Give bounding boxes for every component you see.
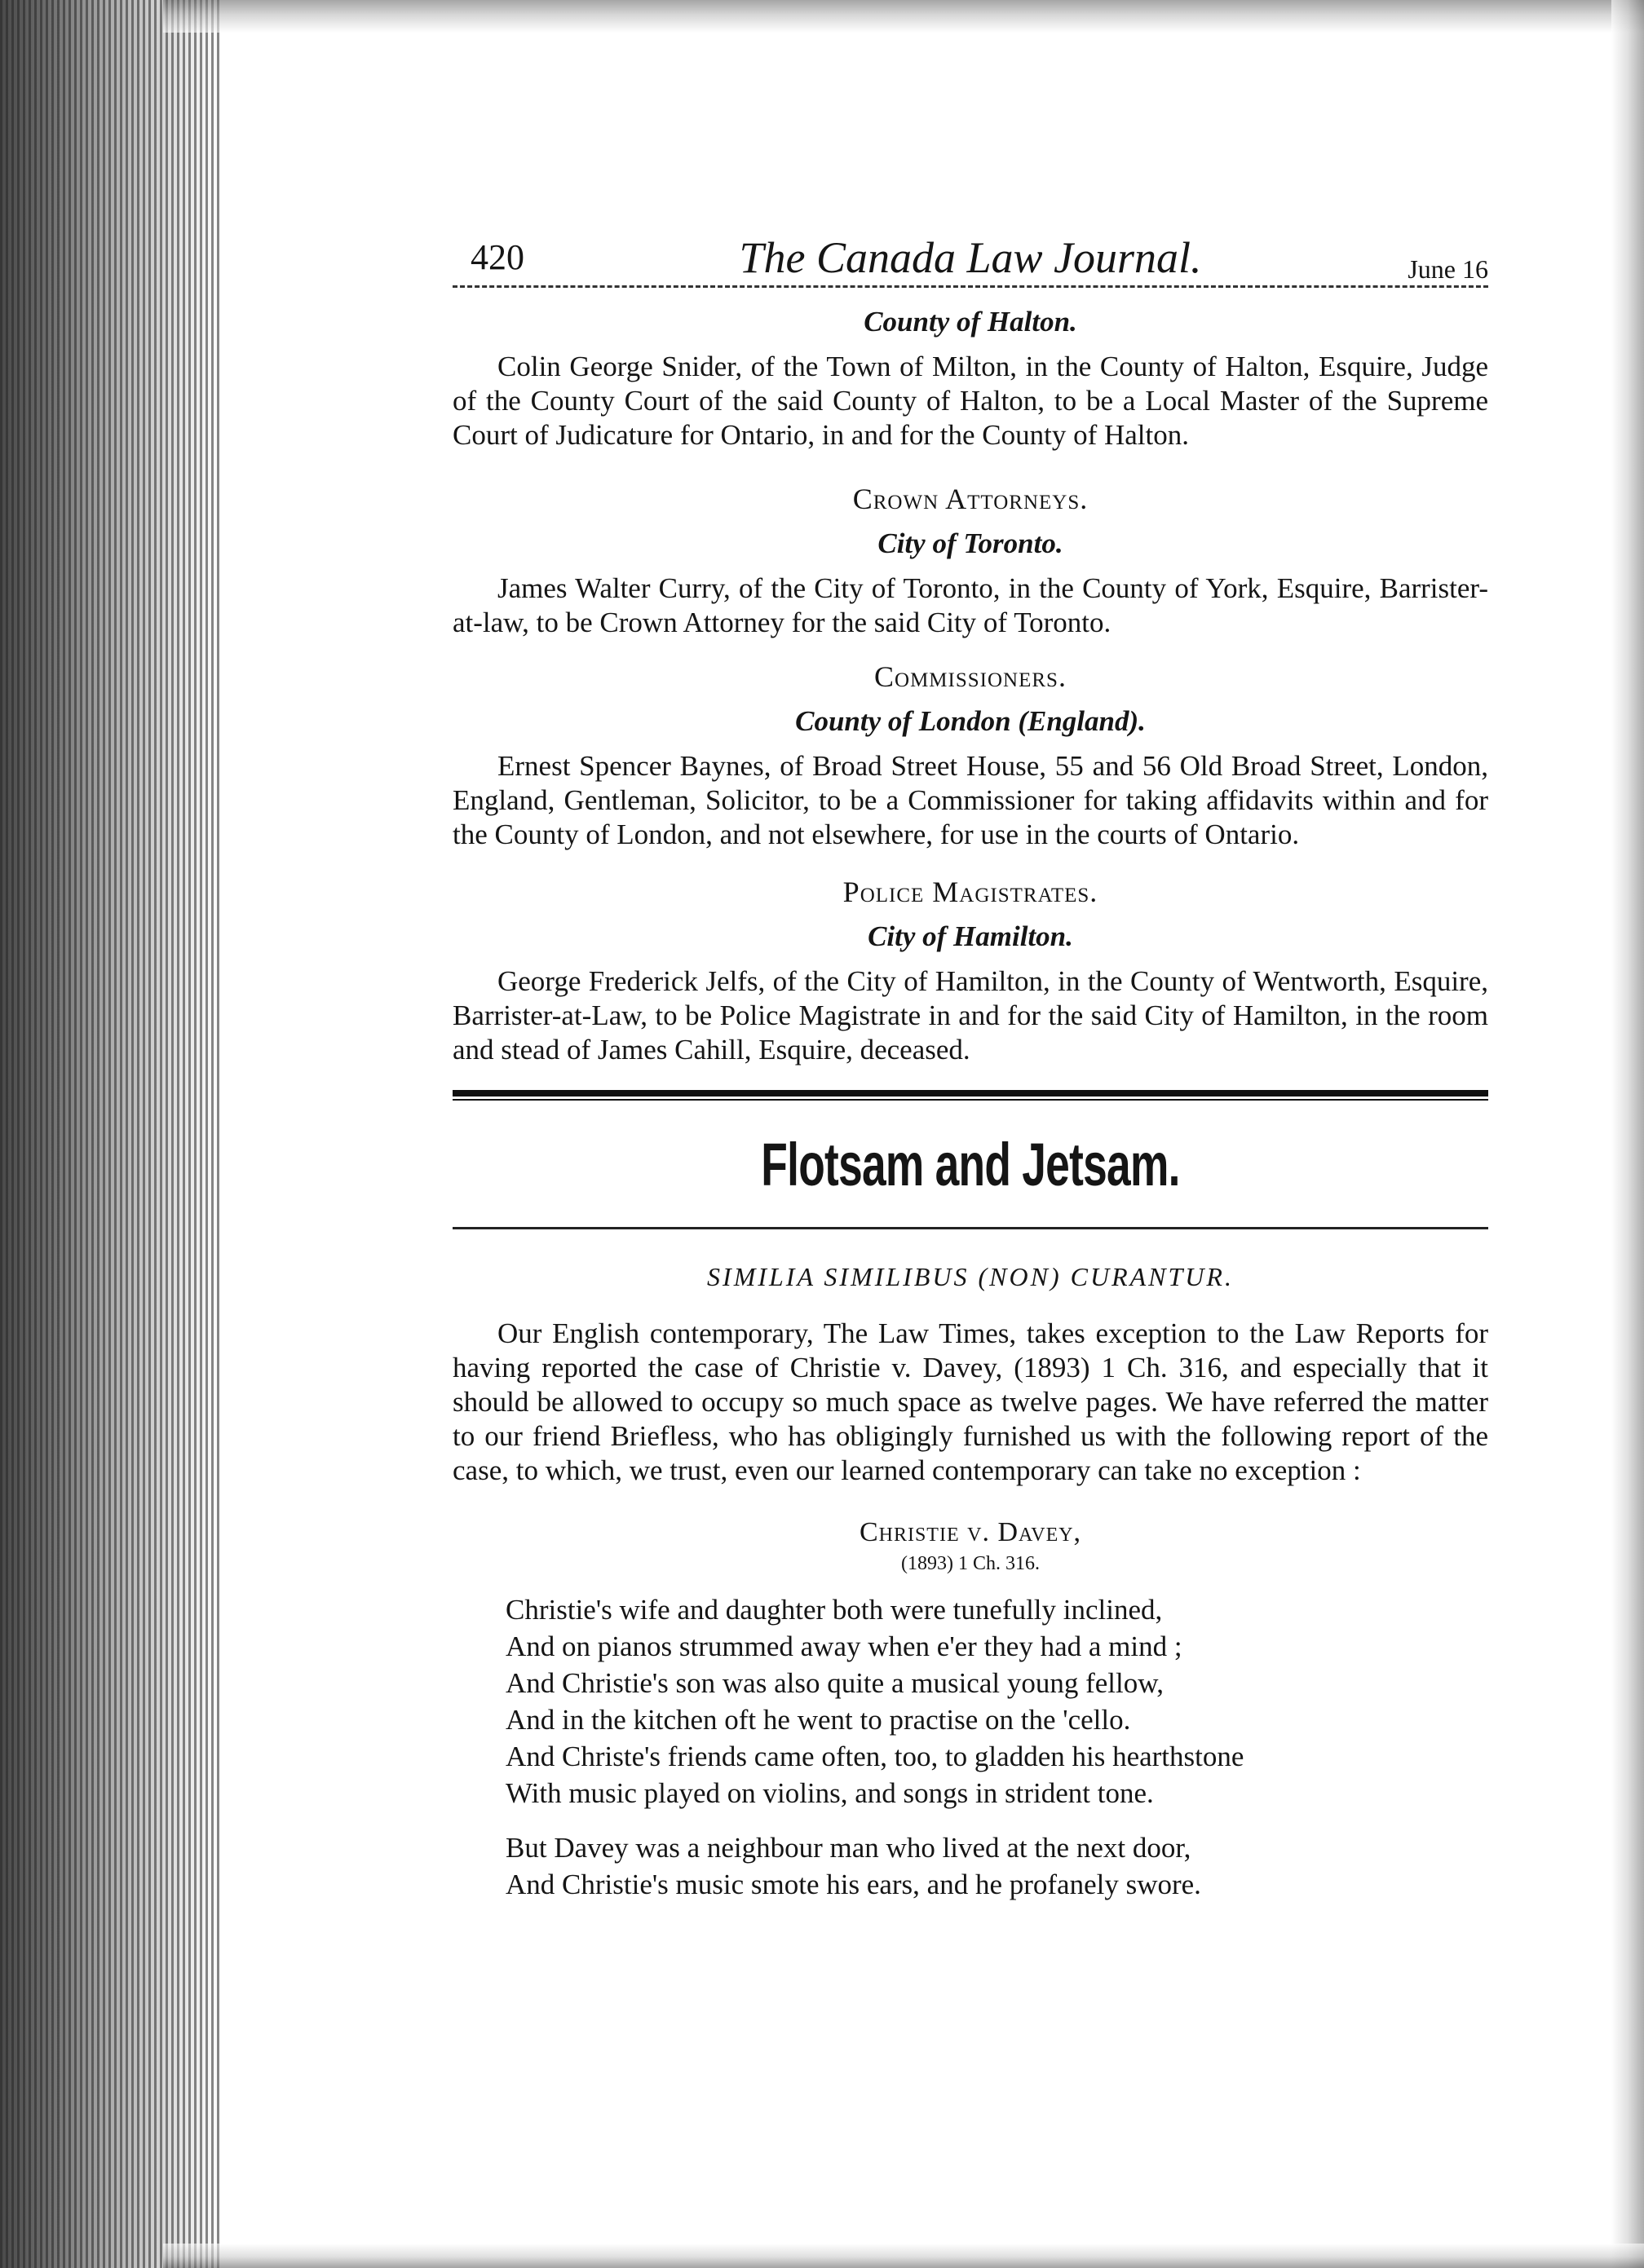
poem-line: And on pianos strummed away when e'er they had a mind ; bbox=[506, 1630, 1182, 1662]
appointment-paragraph: George Frederick Jelfs, of the City of Hamilton, in the County of Wentworth, Esquire, Barrister-at-Law, to be Police Magistrate in and for the said City of Hamilton, in the room and stead of James Cahill, Esquire, deceased. bbox=[453, 965, 1488, 1066]
section-divider-thin bbox=[453, 1227, 1488, 1229]
poem-stanza-1 bbox=[506, 1591, 1488, 1811]
appointment-halton bbox=[453, 306, 1488, 452]
section-divider-thick bbox=[453, 1090, 1488, 1101]
appointment-subheading: County of London (England). bbox=[795, 705, 1146, 737]
appointment-heading: Crown Attorneys. bbox=[852, 483, 1089, 515]
case-name: Christie v. Davey, bbox=[859, 1517, 1082, 1547]
poem-line: And Christie's son was also quite a musical young fellow, bbox=[506, 1667, 1164, 1699]
appointment-heading: Commissioners. bbox=[874, 660, 1067, 693]
appointment-paragraph: James Walter Curry, of the City of Toronto, in the County of York, Esquire, Barrister-at-law, to be Crown Attorney for the said City of Toronto. bbox=[453, 572, 1488, 638]
scan-top-edge bbox=[163, 0, 1644, 33]
scan-right-edge bbox=[1611, 0, 1644, 2268]
appointment-subheading: City of Toronto. bbox=[877, 527, 1063, 559]
issue-date: June 16 bbox=[1408, 254, 1488, 284]
appointment-crown-attorneys bbox=[453, 482, 1488, 640]
appointment-paragraph: Ernest Spencer Baynes, of Broad Street House, 55 and 56 Old Broad Street, London, England, Gentleman, Solicitor, to be a Commissioner for taking affidavits within and for the County of London, and not elsewhere, for use in the courts of Ontario. bbox=[453, 750, 1488, 850]
article-title: SIMILIA SIMILIBUS (NON) CURANTUR. bbox=[707, 1262, 1234, 1291]
article bbox=[453, 1262, 1488, 1903]
appointment-police-magistrates bbox=[453, 875, 1488, 1067]
poem-stanza-2 bbox=[506, 1829, 1488, 1903]
poem-line: With music played on violins, and songs in strident tone. bbox=[506, 1777, 1154, 1809]
appointment-subheading: County of Halton. bbox=[864, 306, 1077, 338]
running-head bbox=[453, 212, 1488, 288]
poem-line: But Davey was a neighbour man who lived at the next door, bbox=[506, 1832, 1191, 1864]
poem-line: Christie's wife and daughter both were tunefully inclined, bbox=[506, 1594, 1163, 1626]
poem-line: And in the kitchen oft he went to practise on the 'cello. bbox=[506, 1704, 1131, 1736]
page-number: 420 bbox=[471, 237, 524, 277]
case-citation: (1893) 1 Ch. 316. bbox=[901, 1553, 1040, 1574]
appointment-commissioners bbox=[453, 660, 1488, 852]
section-title: Flotsam and Jetsam. bbox=[761, 1131, 1180, 1198]
scan-binding-edge bbox=[0, 0, 220, 2268]
article-intro: Our English contemporary, The Law Times, takes exception to the Law Reports for having reported the case of Christie v. Davey, (1893) 1 Ch. 316, and especially that it should be allowed to occupy so much space as twelve pages. We have referred the matter to our friend Briefless, who has obligingly furnished us with the following report of the case, to which, we trust, even our learned contemporary can take no exception : bbox=[453, 1317, 1488, 1486]
journal-title: The Canada Law Journal. bbox=[739, 233, 1202, 282]
appointment-paragraph: Colin George Snider, of the Town of Milton, in the County of Halton, Esquire, Judge of the County Court of the said County of Halton, to be a Local Master of the Supreme Court of Judicature for Ontario, in and for the County of Halton. bbox=[453, 351, 1488, 451]
appointment-heading: Police Magistrates. bbox=[842, 876, 1098, 908]
poem-line: And Christie's music smote his ears, and he profanely swore. bbox=[506, 1869, 1201, 1900]
poem-line: And Christe's friends came often, too, to gladden his hearthstone bbox=[506, 1741, 1244, 1772]
scan-bottom-edge bbox=[163, 2244, 1644, 2268]
journal-page bbox=[453, 212, 1488, 1921]
appointment-subheading: City of Hamilton. bbox=[868, 920, 1073, 952]
